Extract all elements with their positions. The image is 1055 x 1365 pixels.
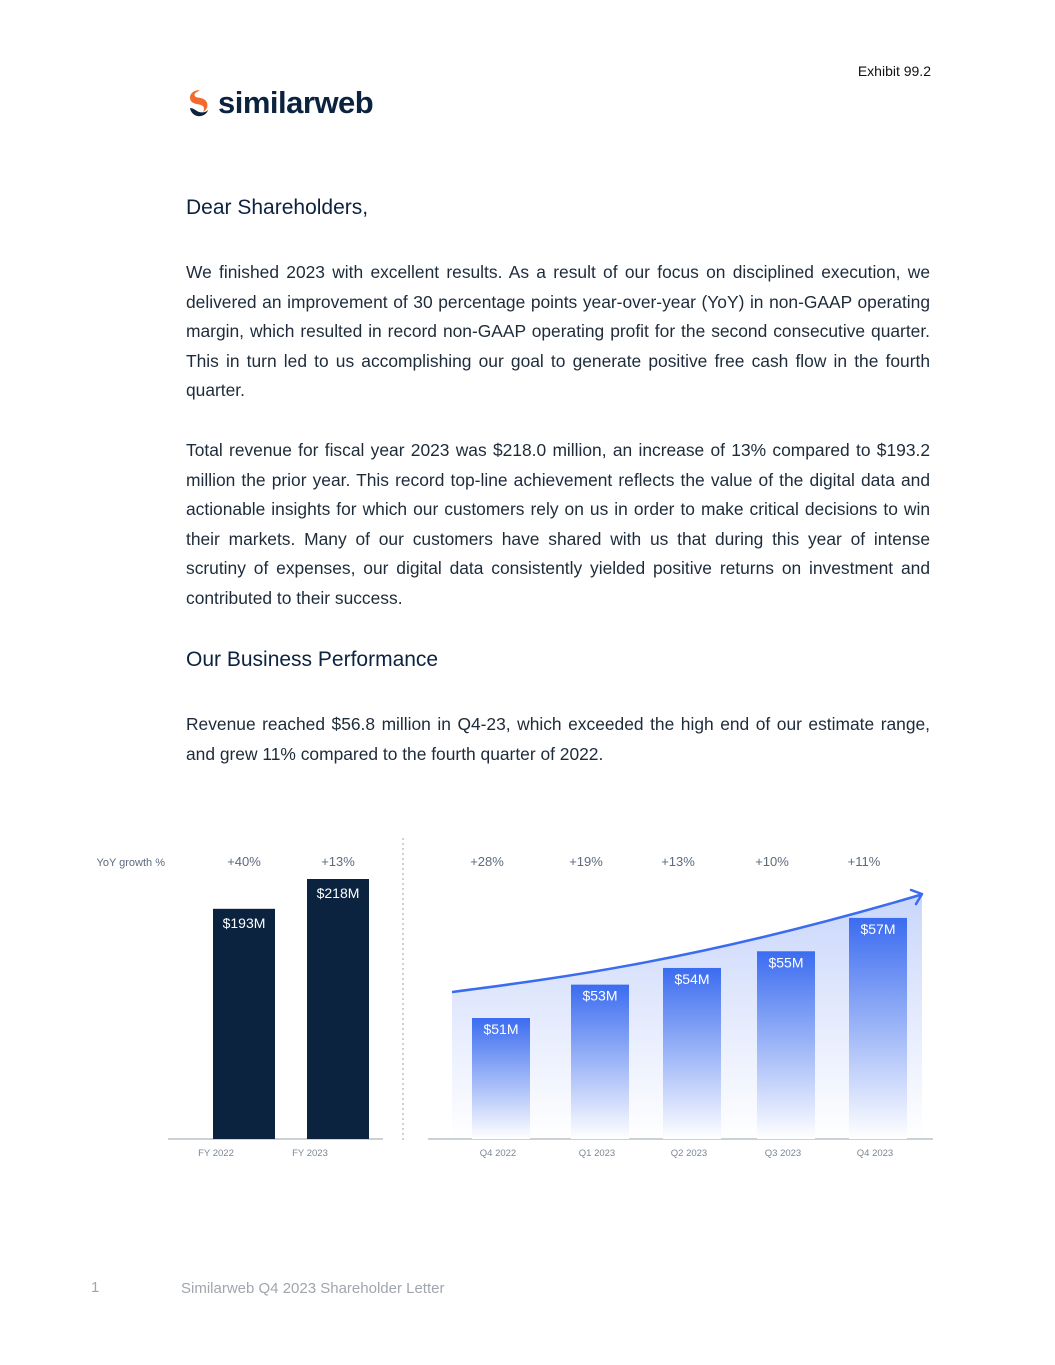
quarterly-category-label: Q4 2023 xyxy=(856,1148,894,1159)
annual-revenue-chart xyxy=(97,854,384,1159)
exhibit-label: Exhibit 99.2 xyxy=(857,63,931,79)
quarterly-bar xyxy=(757,951,815,1139)
paragraph-results: We finished 2023 with excellent results. As a result of our focus on disciplined execution, we delivered an improvement of 30 percentage points year-over-year (YoY) in non-GAAP operating margin, which resulted in record non-GAAP operating profit for the second consecutive quarter. This in turn led to us accomplishing our goal to generate positive free cash flow in the fourth quarter. xyxy=(186,262,930,401)
annual-bar xyxy=(213,909,275,1139)
quarterly-growth-label: +28% xyxy=(470,854,504,869)
quarterly-growth-label: +10% xyxy=(755,854,789,869)
quarterly-revenue-chart xyxy=(428,854,933,1159)
quarterly-growth-label: +11% xyxy=(847,854,881,869)
annual-category-label: FY 2023 xyxy=(292,1148,328,1159)
page-number: 1 xyxy=(91,1279,100,1296)
quarterly-bar-value-label: $54M xyxy=(674,970,710,987)
section-heading: Our Business Performance xyxy=(186,648,439,671)
annual-growth-label: +13% xyxy=(321,854,355,869)
quarterly-category-label: Q2 2023 xyxy=(670,1148,708,1159)
quarterly-bar xyxy=(663,968,721,1139)
salutation: Dear Shareholders, xyxy=(186,196,369,219)
annual-growth-label: +40% xyxy=(227,854,261,869)
annual-bar xyxy=(307,879,369,1139)
annual-category-label: FY 2022 xyxy=(198,1148,234,1159)
company-logo xyxy=(186,85,373,121)
quarterly-bar-value-label: $57M xyxy=(860,920,896,937)
paragraph-revenue: Total revenue for fiscal year 2023 was $218.0 million, an increase of 13% compared to $193.2 million the prior year. This record top-line achievement reflects the value of the digital data and actionable insights for which our customers rely on us in order to make critical decisions to win their markets. Many of our customers have shared with us that during this year of intense scrutiny of expenses, our digital data consistently yielded positive returns on investment and contributed to their success. xyxy=(186,440,930,608)
growth-row-label: YoY growth % xyxy=(96,857,165,869)
quarterly-category-label: Q1 2023 xyxy=(578,1148,616,1159)
quarterly-category-label: Q4 2022 xyxy=(479,1148,517,1159)
quarterly-bar xyxy=(571,985,629,1139)
annual-bar-value-label: $193M xyxy=(222,914,266,931)
quarterly-growth-label: +19% xyxy=(569,854,603,869)
footer-title: Similarweb Q4 2023 Shareholder Letter xyxy=(181,1280,445,1297)
revenue-charts xyxy=(0,820,1055,1180)
annual-bar-value-label: $218M xyxy=(316,885,360,901)
quarterly-growth-label: +13% xyxy=(661,854,695,869)
quarterly-bar-value-label: $53M xyxy=(582,987,618,1004)
logo-wordmark: similarweb xyxy=(218,85,374,120)
quarterly-category-label: Q3 2023 xyxy=(764,1148,802,1159)
similarweb-logo-icon xyxy=(186,88,212,118)
revenue-chart-svg xyxy=(0,820,1055,1180)
paragraph-q4: Revenue reached $56.8 million in Q4-23, which exceeded the high end of our estimate range, and grew 11% compared to the fourth quarter of 2022. xyxy=(186,714,930,764)
quarterly-bar-value-label: $55M xyxy=(768,954,804,971)
quarterly-bar-value-label: $51M xyxy=(483,1021,519,1037)
quarterly-bar xyxy=(849,918,907,1139)
